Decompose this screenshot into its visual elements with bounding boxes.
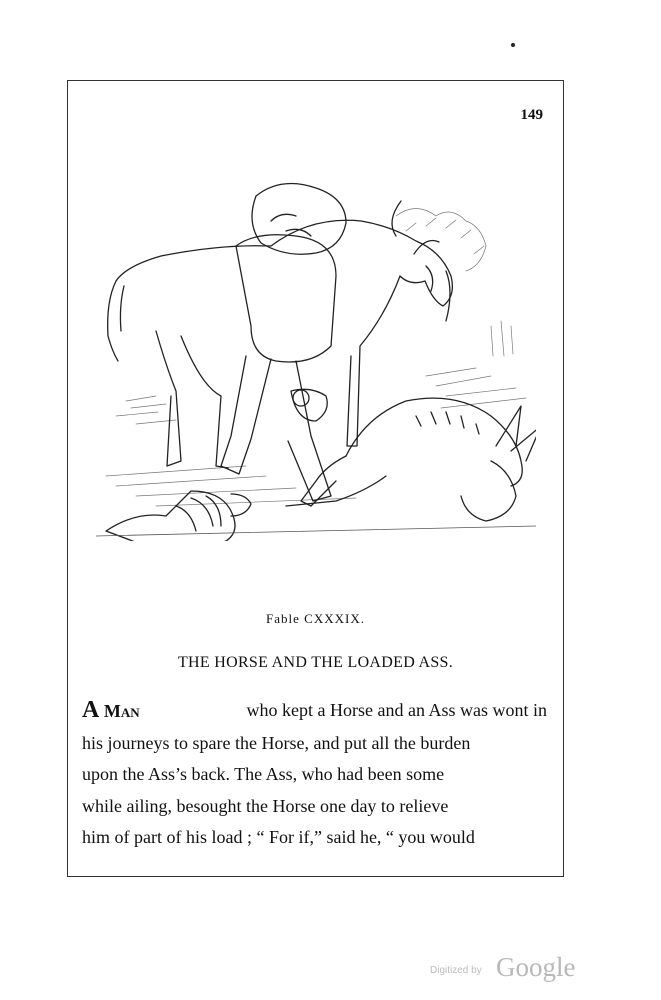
body-line-5 [82,822,547,854]
page-number: 149 [520,107,543,123]
body-line-5-text: him of part of his load ; “ For if,” said he, “ you would [82,827,475,847]
stray-ink-mark [511,43,515,47]
body-line-1-lead [82,695,140,728]
digitized-by-label: Digitized by [430,965,482,976]
body-line-2 [82,728,547,760]
page-frame [67,80,564,877]
baggage-bundle [106,491,251,541]
body-line-1-text: who kept a Horse and an Ass was wont in [246,700,547,720]
horse-figure [108,201,453,468]
fallen-ass-figure [286,398,536,521]
body-line-4-text: while ailing, besought the Horse one day to relieve [82,795,449,816]
body-line-3 [82,759,547,791]
lead-word: Man [103,701,140,721]
ground-line [96,526,536,536]
fable-body [82,695,547,854]
man-figure [221,184,346,502]
body-line-2-text: his journeys to spare the Horse, and put all the burden [82,732,471,753]
engraving-illustration [96,176,536,541]
body-line-3-text: upon the Ass’s back. The Ass, who had been some [82,764,445,784]
fable-number: Fable CXXXIX. [266,611,365,626]
google-logo: Google [496,952,576,982]
body-line-4 [82,791,547,823]
digitized-by-google-watermark [430,952,590,984]
dropcap-letter: A [82,697,100,723]
fable-title: THE HORSE AND THE LOADED ASS. [177,654,454,671]
body-line-1 [82,695,547,728]
